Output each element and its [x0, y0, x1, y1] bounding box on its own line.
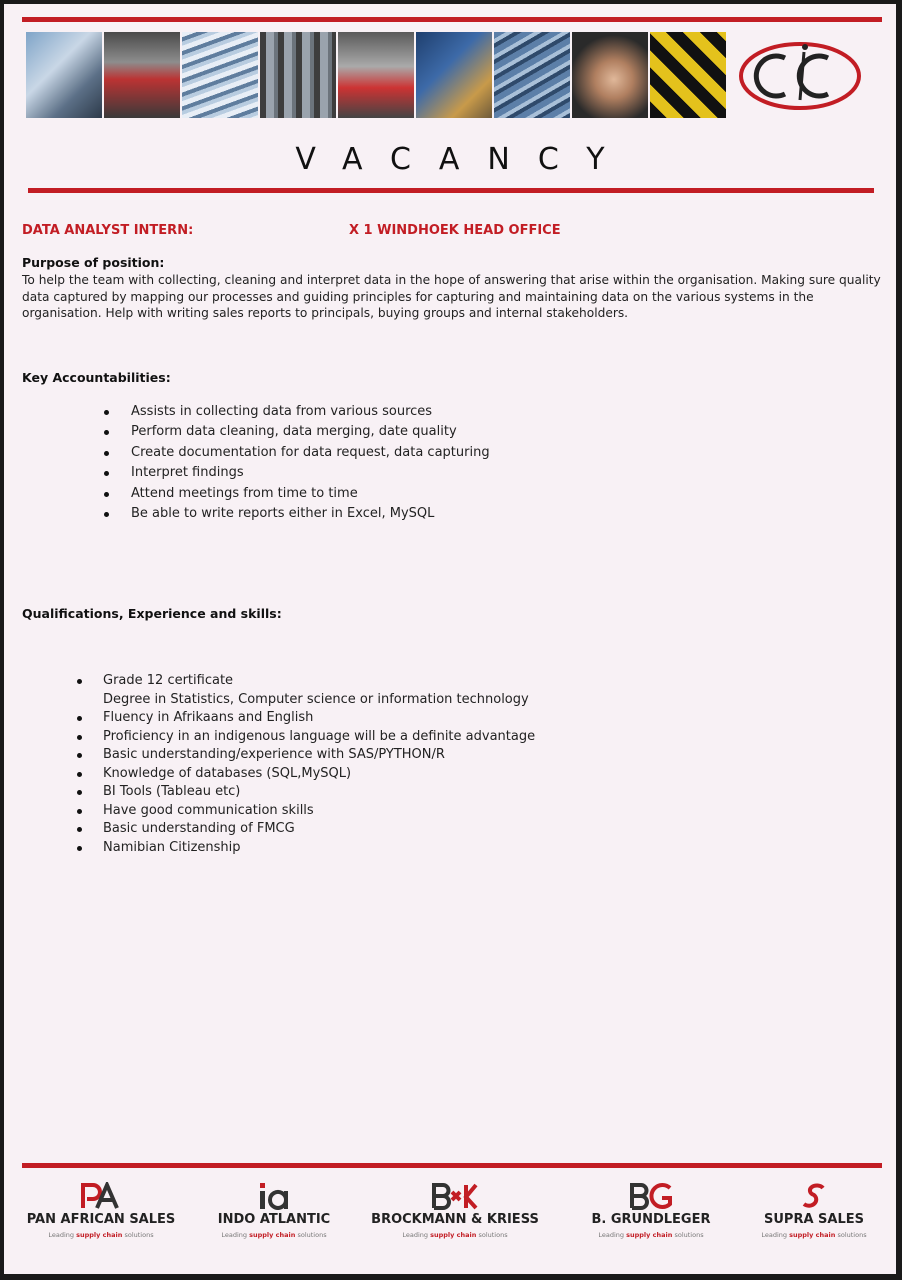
header-photo-banner [26, 32, 726, 118]
footer-company-indo-atlantic: INDO ATLANTIC Leading supply chain solutions [204, 1182, 344, 1239]
brockmann-kriess-logo-icon [430, 1182, 480, 1210]
footer-company-pan-african: PAN AFRICAN SALES Leading supply chain solutions [18, 1182, 184, 1239]
position-title: DATA ANALYST INTERN: [22, 223, 194, 238]
bullet-icon [104, 410, 109, 415]
bullet-icon [104, 512, 109, 517]
bullet-icon [104, 451, 109, 456]
list-item: Basic understanding/experience with SAS/PYTHON/R [77, 746, 827, 765]
list-item: Namibian Citizenship [77, 839, 827, 858]
b-grundleger-logo-icon [628, 1182, 674, 1210]
banner-warehouse-image [104, 32, 180, 118]
bullet-icon [77, 753, 82, 758]
banner-racks-image [338, 32, 414, 118]
purpose-text: To help the team with collecting, cleaning and interpret data in the hope of answering that arise within the organisation. Making sure quality data captured by mapping our processes and guiding principles for capturing and maintaining data on the various systems in the organisation. Help with writing sales reports to principals, buying groups and internal stakeholders. [22, 273, 881, 320]
list-item: Knowledge of databases (SQL,MySQL) [77, 765, 827, 784]
bullet-icon [77, 735, 82, 740]
footer-tagline: Leading supply chain solutions [402, 1231, 508, 1239]
banner-container-image [416, 32, 492, 118]
banner-shelves-image [260, 32, 336, 118]
banner-pipes-image [182, 32, 258, 118]
bullet-icon [77, 790, 82, 795]
purpose-heading: Purpose of position: [22, 255, 165, 270]
accountabilities-heading: Key Accountabilities: [22, 370, 171, 385]
list-item: Basic understanding of FMCG [77, 820, 827, 839]
pan-african-logo-icon [79, 1182, 123, 1210]
footer-tagline: Leading supply chain solutions [221, 1231, 327, 1239]
company-logo [738, 38, 862, 114]
position-location: X 1 WINDHOEK HEAD OFFICE [349, 223, 561, 238]
footer-tagline: Leading supply chain solutions [48, 1231, 154, 1239]
qualifications-heading: Qualifications, Experience and skills: [22, 606, 282, 621]
page-title: VACANCY [295, 142, 633, 177]
bullet-icon [77, 772, 82, 777]
footer-company-supra-sales: SUPRA SALES Leading supply chain solutions [746, 1182, 882, 1239]
accountabilities-list [104, 402, 804, 524]
footer-rule [22, 1163, 882, 1168]
footer-tagline: Leading supply chain solutions [598, 1231, 704, 1239]
vacancy-document [4, 4, 896, 1274]
list-item: Proficiency in an indigenous language will be a definite advantage [77, 728, 827, 747]
bullet-icon [77, 679, 82, 684]
bullet-icon [104, 430, 109, 435]
list-item: BI Tools (Tableau etc) [77, 783, 827, 802]
list-item: Assists in collecting data from various sources [104, 402, 804, 422]
bullet-icon [77, 827, 82, 832]
list-item: Interpret findings [104, 463, 804, 483]
indo-atlantic-logo-icon [257, 1182, 291, 1210]
bullet-icon [104, 471, 109, 476]
title-rule [28, 188, 874, 193]
footer-company-b-grundleger: B. GRUNDLEGER Leading supply chain solutions [576, 1182, 726, 1239]
bullet-icon [77, 716, 82, 721]
banner-chevrons-image [650, 32, 726, 118]
supra-sales-logo-icon [799, 1182, 829, 1210]
list-item: Attend meetings from time to time [104, 484, 804, 504]
list-item: Have good communication skills [77, 802, 827, 821]
top-rule [22, 17, 882, 22]
footer-tagline: Leading supply chain solutions [761, 1231, 867, 1239]
bullet-icon [77, 809, 82, 814]
list-item: Be able to write reports either in Excel, MySQL [104, 504, 804, 524]
footer-company-brockmann-kriess: BROCKMANN & KRIESS Leading supply chain solutions [370, 1182, 540, 1239]
qualifications-list [77, 672, 827, 857]
bullet-icon [104, 492, 109, 497]
list-item: Degree in Statistics, Computer science or information technology [103, 691, 529, 707]
banner-handshake-image [572, 32, 648, 118]
list-item: Perform data cleaning, data merging, date quality [104, 422, 804, 442]
banner-truck-image [26, 32, 102, 118]
list-item: Fluency in Afrikaans and English [77, 709, 827, 728]
list-item: Grade 12 certificate [77, 672, 827, 691]
banner-keyboard-image [494, 32, 570, 118]
list-item: Create documentation for data request, data capturing [104, 443, 804, 463]
bullet-icon [77, 846, 82, 851]
